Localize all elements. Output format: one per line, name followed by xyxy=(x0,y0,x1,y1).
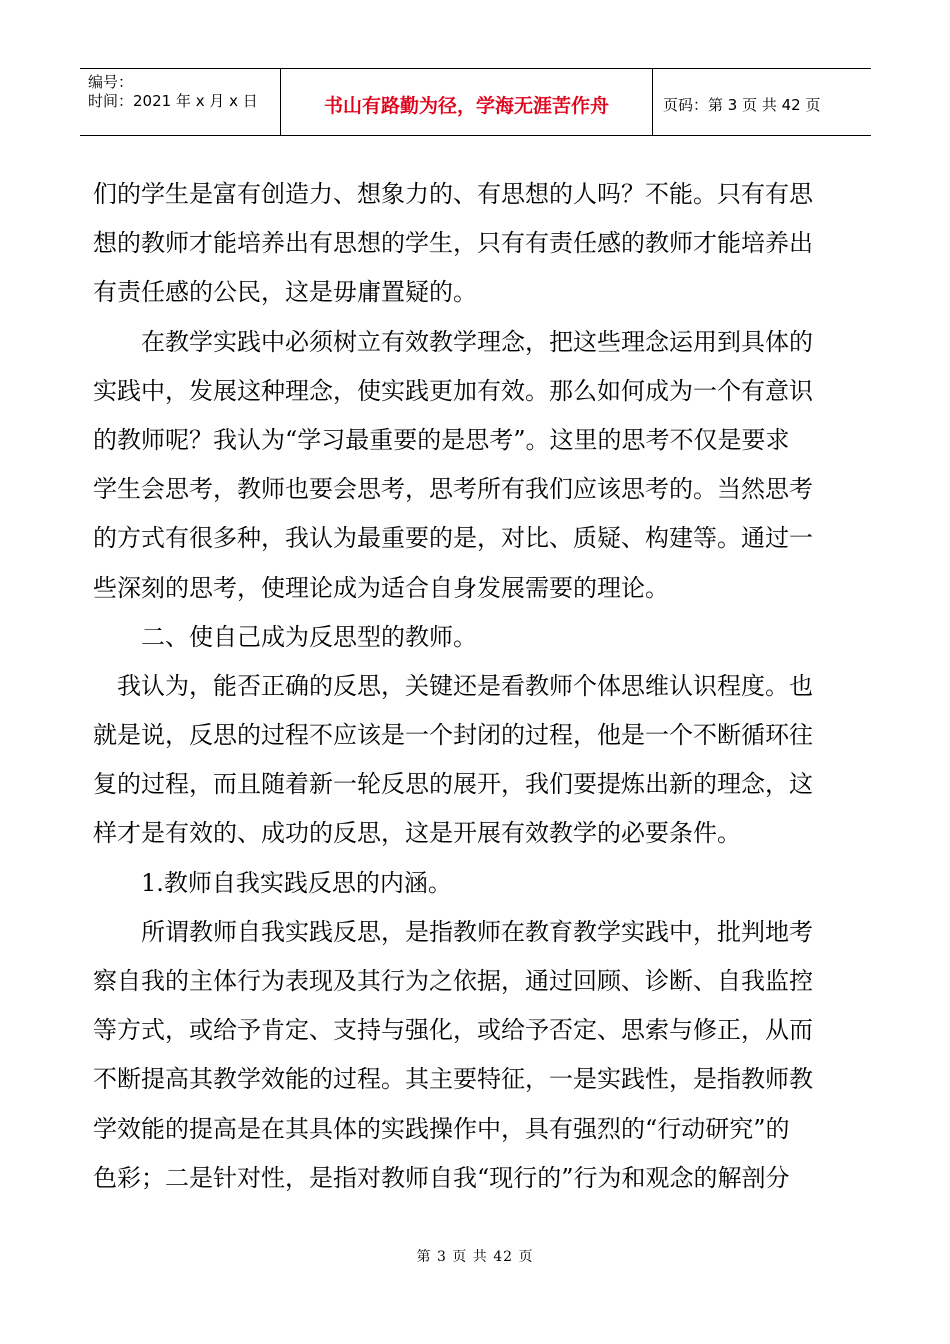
body-line: 学效能的提高是在其具体的实践操作中，具有强烈的“行动研究”的 xyxy=(93,1114,790,1143)
body-line: 些深刻的思考，使理论成为适合自身发展需要的理论。 xyxy=(93,573,669,602)
header-page-info: 页码：第 3 页 共 42 页 xyxy=(663,95,821,114)
document-time-label: 时间：2021 年 x 月 x 日 xyxy=(88,92,258,110)
page-footer: 第 3 页 共 42 页 xyxy=(416,1249,534,1265)
section-heading: 二、使自己成为反思型的教师。 xyxy=(141,622,477,651)
page-header xyxy=(80,68,871,136)
header-meta xyxy=(80,69,281,135)
body-line: 色彩；二是针对性，是指对教师自我“现行的”行为和观念的解剖分 xyxy=(93,1163,790,1192)
body-line: 学生会思考，教师也要会思考，思考所有我们应该思考的。当然思考 xyxy=(93,475,813,504)
body-line: 实践中，发展这种理念，使实践更加有效。那么如何成为一个有意识 xyxy=(93,376,813,405)
body-line: 复的过程，而且随着新一轮反思的展开，我们要提炼出新的理念，这 xyxy=(93,770,813,799)
body-line: 就是说，反思的过程不应该是一个封闭的过程，他是一个不断循环往 xyxy=(93,721,813,750)
body-line: 想的教师才能培养出有思想的学生，只有有责任感的教师才能培养出 xyxy=(93,229,813,258)
document-number-label: 编号： xyxy=(88,73,134,91)
body-line: 的方式有很多种，我认为最重要的是，对比、质疑、构建等。通过一 xyxy=(93,524,813,553)
body-line: 等方式，或给予肯定、支持与强化，或给予否定、思索与修正，从而 xyxy=(93,1016,813,1045)
body-line: 我认为，能否正确的反思，关键还是看教师个体思维认识程度。也 xyxy=(117,671,813,700)
body-line: 样才是有效的、成功的反思，这是开展有效教学的必要条件。 xyxy=(93,819,741,848)
body-line: 察自我的主体行为表现及其行为之依据，通过回顾、诊断、自我监控 xyxy=(93,967,813,995)
subsection-heading: 1.教师自我实践反思的内涵。 xyxy=(141,868,452,897)
body-line: 有责任感的公民，这是毋庸置疑的。 xyxy=(93,278,477,307)
body-line: 的教师呢？我认为“学习最重要的是思考”。这里的思考不仅是要求 xyxy=(93,425,790,454)
body-line: 所谓教师自我实践反思，是指教师在教育教学实践中，批判地考 xyxy=(141,917,813,946)
document-body xyxy=(93,170,863,1203)
body-line: 在教学实践中必须树立有效教学理念，把这些理念运用到具体的 xyxy=(141,327,813,356)
header-motto: 书山有路勤为径，学海无涯苦作舟 xyxy=(281,69,653,135)
body-line: 们的学生是富有创造力、想象力的、有思想的人吗？不能。只有有思 xyxy=(93,180,813,208)
body-line: 不断提高其教学效能的过程。其主要特征，一是实践性，是指教师教 xyxy=(93,1065,813,1094)
